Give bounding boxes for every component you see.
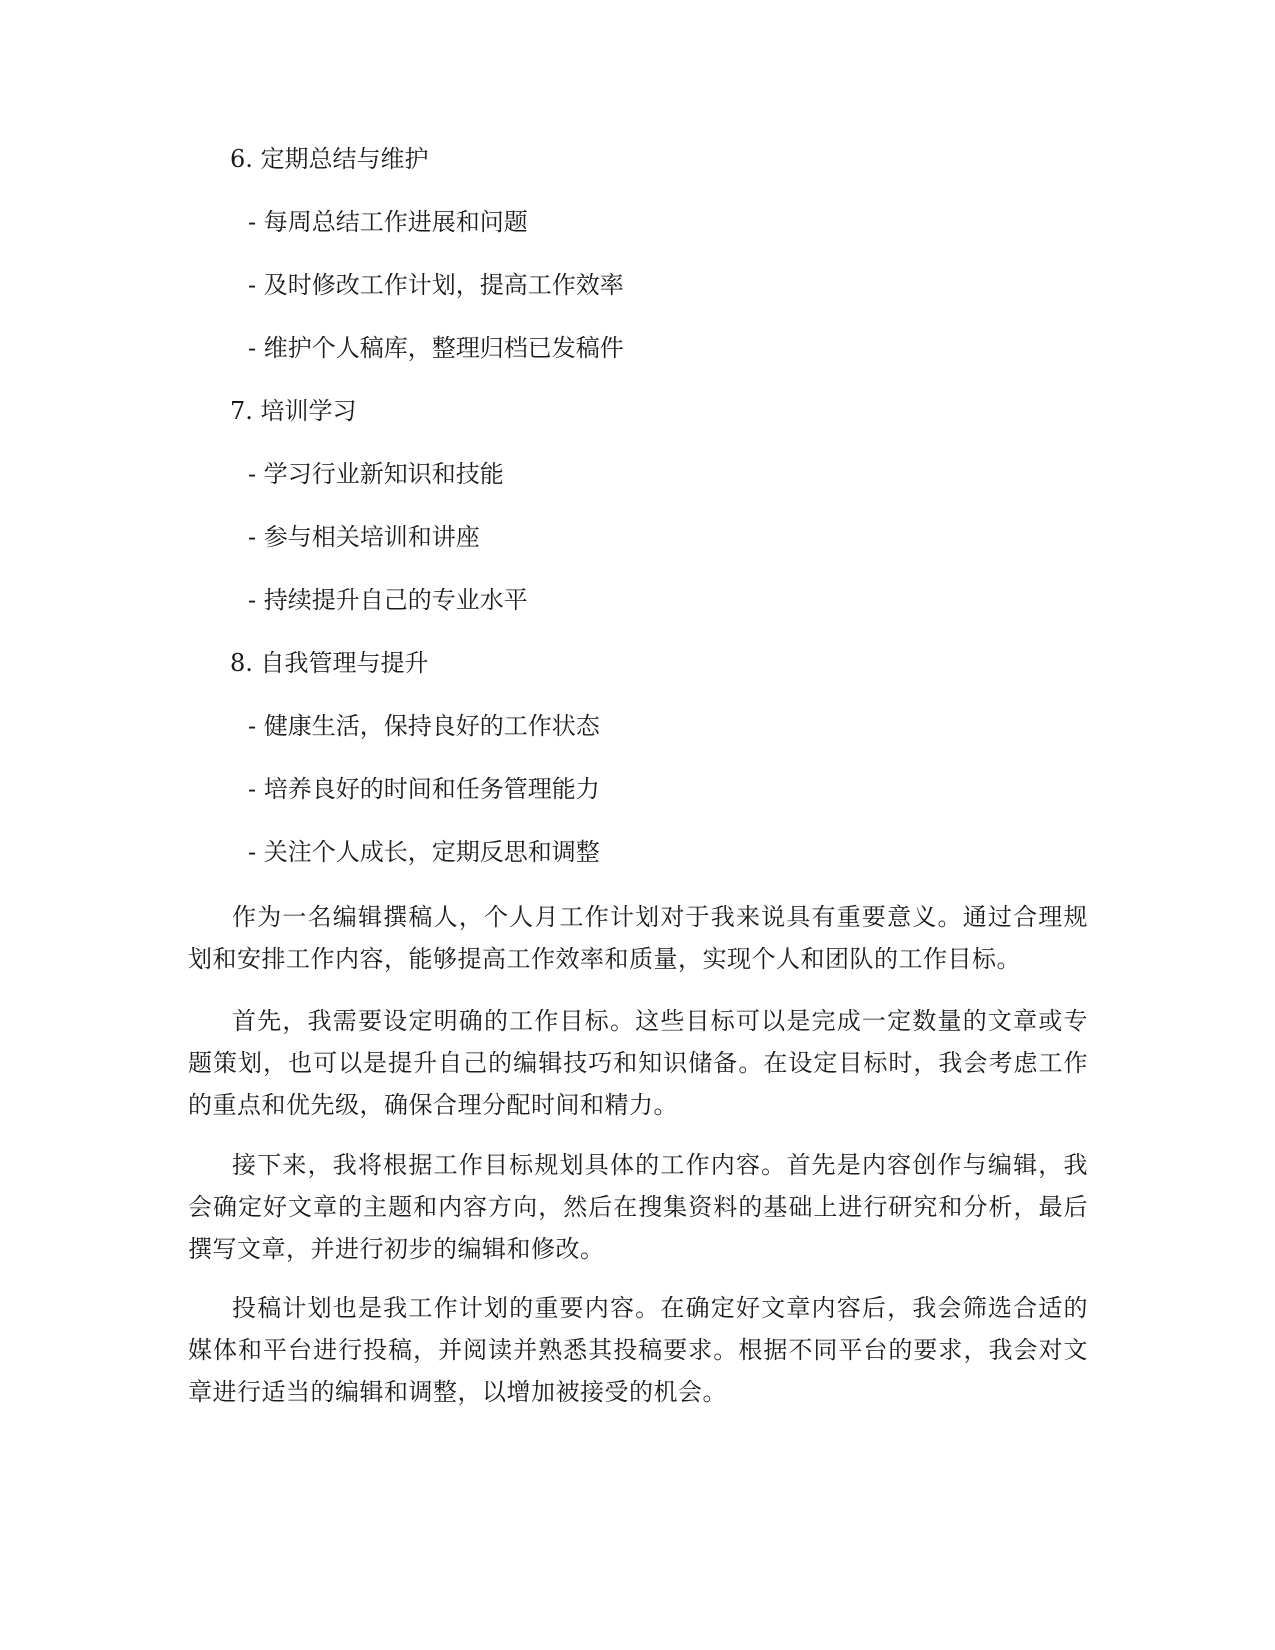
body-paragraph: 投稿计划也是我工作计划的重要内容。在确定好文章内容后，我会筛选合适的媒体和平台进行投稿，并阅读并熟悉其投稿要求。根据不同平台的要求，我会对文章进行适当的编辑和调整，以增加被接受的机会。 — [188, 1294, 1088, 1406]
bullet-item: - 维护个人稿库，整理归档已发稿件 — [248, 334, 624, 362]
bullet-item: - 培养良好的时间和任务管理能力 — [248, 775, 600, 803]
bullet-item: - 关注个人成长，定期反思和调整 — [248, 838, 600, 866]
bullet-item: - 参与相关培训和讲座 — [248, 523, 480, 551]
section-heading: 8. 自我管理与提升 — [230, 649, 429, 677]
bullet-item: - 健康生活，保持良好的工作状态 — [248, 712, 600, 740]
section-heading: 6. 定期总结与维护 — [230, 145, 429, 173]
bullet-item: - 及时修改工作计划，提高工作效率 — [248, 271, 624, 299]
body-paragraph: 接下来，我将根据工作目标规划具体的工作内容。首先是内容创作与编辑，我会确定好文章的主题和内容方向，然后在搜集资料的基础上进行研究和分析，最后撰写文章，并进行初步的编辑和修改。 — [188, 1151, 1088, 1263]
body-paragraph: 首先，我需要设定明确的工作目标。这些目标可以是完成一定数量的文章或专题策划，也可以是提升自己的编辑技巧和知识储备。在设定目标时，我会考虑工作的重点和优先级，确保合理分配时间和精力。 — [188, 1007, 1088, 1119]
section-heading: 7. 培训学习 — [230, 397, 357, 425]
bullet-item: - 每周总结工作进展和问题 — [248, 208, 528, 236]
bullet-item: - 持续提升自己的专业水平 — [248, 586, 528, 614]
bullet-item: - 学习行业新知识和技能 — [248, 460, 504, 488]
body-paragraph: 作为一名编辑撰稿人，个人月工作计划对于我来说具有重要意义。通过合理规划和安排工作内容，能够提高工作效率和质量，实现个人和团队的工作目标。 — [188, 903, 1088, 973]
